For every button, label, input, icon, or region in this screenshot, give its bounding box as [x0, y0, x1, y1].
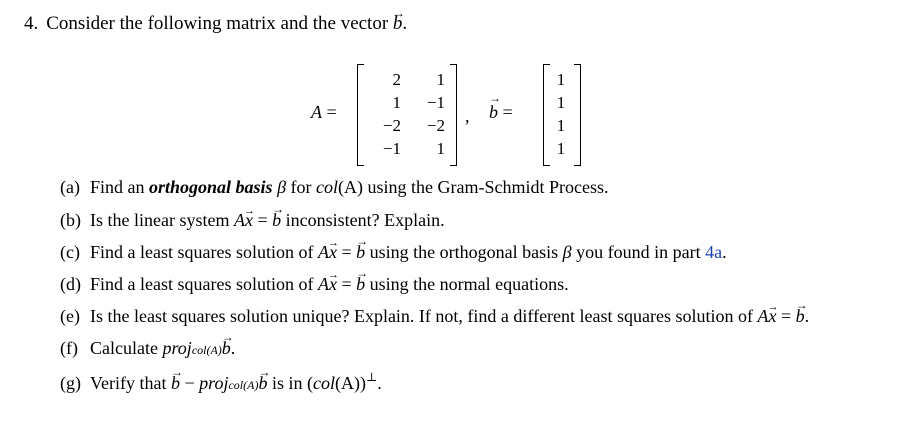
part-text: is in (	[267, 373, 313, 393]
part-text: (A) using the Gram-Schmidt Process.	[338, 177, 609, 197]
vector-b-symbol: → b	[796, 305, 805, 327]
vector-row	[543, 137, 581, 160]
vector-cell: 1	[556, 139, 566, 158]
part-text: .	[804, 306, 810, 326]
part-text: Is the least squares solution unique? Explain. If not, find a different least squares solution of	[90, 306, 754, 326]
part-f	[60, 337, 890, 361]
vector-x-symbol: → x	[329, 273, 337, 295]
matrix-name: A	[311, 102, 322, 122]
question-parts	[60, 176, 890, 396]
matrix-row	[357, 91, 457, 114]
equals-sign: =	[336, 274, 357, 294]
part-text: you found in part	[576, 242, 701, 262]
vector-b	[543, 64, 581, 164]
part-label: (a)	[60, 177, 80, 197]
vector-x-symbol: → x	[329, 241, 337, 263]
vector-row	[543, 68, 581, 91]
part-text: Find a least squares solution of	[90, 242, 314, 262]
part-label: (f)	[60, 338, 78, 358]
vector-b-symbol: → b	[258, 372, 267, 394]
part-text: .	[230, 338, 236, 358]
vector-row	[543, 91, 581, 114]
part-text: Is the linear system	[90, 210, 230, 230]
question-text: Consider the following matrix and the vector	[46, 13, 389, 34]
part-text: inconsistent? Explain.	[281, 210, 445, 230]
part-e	[60, 305, 890, 327]
proj-subscript: col(A)	[228, 378, 259, 392]
matrix-symbol: A	[757, 306, 769, 326]
beta-symbol: β	[562, 242, 572, 262]
part-label: (d)	[60, 274, 81, 294]
col-symbol: col	[316, 177, 339, 197]
matrix-symbol: A	[233, 210, 245, 230]
part-text: for	[290, 177, 312, 197]
part-text: Find a least squares solution of	[90, 274, 314, 294]
perp-symbol: ⊥	[365, 370, 378, 384]
vector-x-symbol: → x	[769, 305, 777, 327]
matrix-row	[357, 137, 457, 160]
matrix-symbol: A	[317, 242, 329, 262]
part-label: (g)	[60, 373, 81, 393]
matrix-symbol: A	[317, 274, 329, 294]
part-b	[60, 209, 890, 231]
equation-comma: ,	[465, 106, 470, 126]
minus-sign: −	[179, 373, 200, 393]
vector-b-symbol: → b	[171, 372, 180, 394]
matrix-cell: −2	[426, 116, 445, 135]
question-number: 4.	[24, 13, 39, 34]
matrix-cell: 1	[436, 139, 445, 158]
vector-x-symbol: → x	[245, 209, 253, 231]
matrix-cell: −2	[382, 116, 401, 135]
proj-symbol: proj	[162, 338, 192, 358]
question-period: .	[402, 13, 408, 34]
equals-sign: =	[326, 102, 337, 122]
part-label: (c)	[60, 242, 80, 262]
part-a	[60, 176, 890, 198]
vector-b-symbol: → b	[222, 337, 231, 359]
part-text: .	[722, 242, 727, 262]
matrix-row	[357, 114, 457, 137]
vector-b-symbol: → b	[356, 241, 365, 263]
equals-sign: =	[776, 306, 796, 326]
part-g	[60, 372, 890, 396]
matrix-cell: −1	[382, 139, 401, 158]
part-text: using the normal equations.	[365, 274, 569, 294]
vector-b-label	[489, 102, 513, 123]
vector-cell: 1	[556, 93, 566, 112]
part-label: (e)	[60, 306, 80, 326]
part-text: Verify that	[90, 373, 167, 393]
part-text: using the orthogonal basis	[365, 242, 559, 262]
equals-sign: =	[252, 210, 273, 230]
equals-sign: =	[502, 102, 513, 122]
matrix-cell: −1	[426, 93, 445, 112]
vector-b-symbol: → b	[393, 12, 403, 36]
vector-row	[543, 114, 581, 137]
matrix-cell: 1	[392, 93, 401, 112]
question-header	[24, 12, 407, 36]
orthogonal-basis-emphasis: orthogonal basis	[149, 177, 273, 197]
beta-symbol: β	[277, 177, 287, 197]
matrix-equation	[311, 64, 591, 164]
vector-b-symbol: → b	[272, 209, 281, 231]
matrix-cell: 1	[436, 70, 445, 89]
part-c	[60, 241, 890, 263]
part-label: (b)	[60, 210, 81, 230]
part-text: Calculate	[90, 338, 158, 358]
proj-subscript: col(A)	[191, 343, 222, 357]
proj-symbol: proj	[199, 373, 229, 393]
vector-cell: 1	[556, 116, 566, 135]
equals-sign: =	[336, 242, 357, 262]
part-d	[60, 273, 890, 295]
matrix-a	[357, 64, 457, 164]
part-text: Find an	[90, 177, 145, 197]
part-text: .	[377, 373, 382, 393]
part-4a-link[interactable]: 4a	[705, 242, 723, 262]
vector-name: → b	[489, 102, 498, 123]
part-text: (A))	[334, 373, 366, 393]
matrix-cell: 2	[392, 70, 401, 89]
vector-b-symbol: → b	[356, 273, 365, 295]
matrix-row	[357, 68, 457, 91]
matrix-a-label	[311, 102, 337, 123]
col-symbol: col	[312, 373, 335, 393]
vector-cell: 1	[556, 70, 566, 89]
